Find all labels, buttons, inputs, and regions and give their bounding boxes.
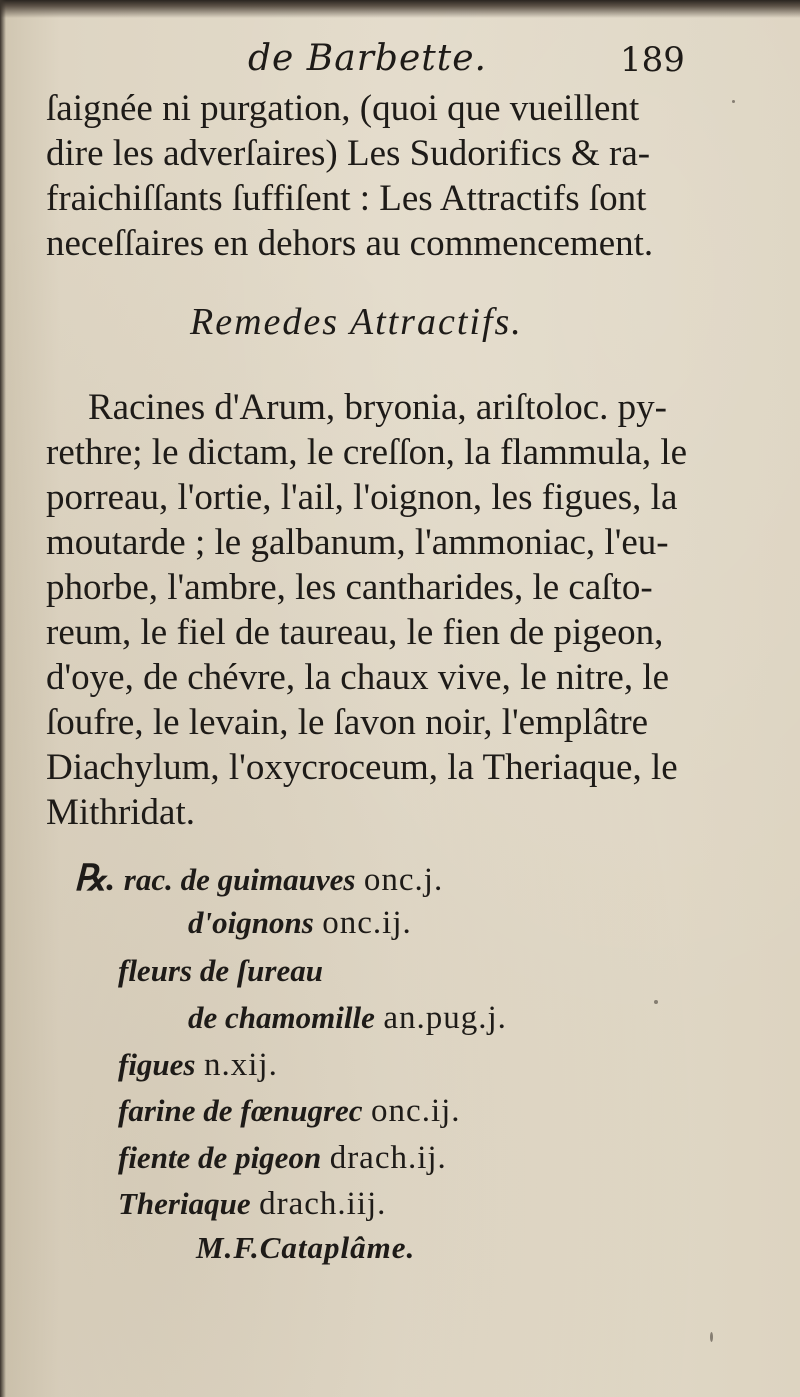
recipe-symbol: ℞. xyxy=(74,858,116,898)
ingredient-name: de chamomille xyxy=(188,1000,375,1035)
text-line: phorbe, l'ambre, les cantharides, le caſto- xyxy=(46,567,653,608)
recipe-line xyxy=(118,1138,447,1178)
ingredient-name: figues xyxy=(118,1047,196,1082)
recipe-line xyxy=(188,903,412,943)
ingredient-quantity: drach.iij. xyxy=(259,1186,387,1222)
recipe-line xyxy=(118,1184,386,1224)
ingredient-quantity: onc.j. xyxy=(363,862,444,898)
text-line: reum, le fiel de taureau, le fien de pigeon, xyxy=(46,612,664,653)
ingredient-name: rac. de guimauves xyxy=(123,862,356,897)
recipe-line xyxy=(118,1045,278,1085)
ingredient-name: Theriaque xyxy=(118,1186,251,1221)
ingredient-quantity: onc.ij. xyxy=(371,1093,461,1129)
text-line: dire les adverſaires) Les Sudorifics & ra- xyxy=(46,133,651,174)
text-line: moutarde ; le galbanum, l'ammoniac, l'eu- xyxy=(46,522,669,563)
text-line: ſaignée ni purgation, (quoi que vueillent xyxy=(46,88,640,129)
recipe-line xyxy=(118,951,323,991)
ingredient-quantity: drach.ij. xyxy=(329,1140,447,1176)
recipe-block xyxy=(0,858,800,1298)
text-line: neceſſaires en dehors au commencement. xyxy=(46,223,654,264)
text-line: Diachylum, l'oxycroceum, la Theriaque, le xyxy=(46,747,678,788)
ingredient-name: fiente de pigeon xyxy=(118,1140,322,1175)
ingredient-quantity: an.pug.j. xyxy=(383,1000,507,1036)
ingredient-quantity: onc.ij. xyxy=(322,905,412,941)
paper-speck xyxy=(654,1000,658,1004)
ingredient-name: fleurs de ſureau xyxy=(118,953,323,988)
intro-paragraph xyxy=(46,86,726,266)
remedies-paragraph xyxy=(46,385,726,835)
text-line: fraichiſſants ſuffiſent : Les Attractifs ſont xyxy=(46,178,647,219)
running-head: de Barbette. xyxy=(248,38,487,79)
recipe-closing: M.F.Cataplâme. xyxy=(196,1230,416,1265)
section-heading: Remedes Attractifs. xyxy=(190,301,523,343)
paper-speck xyxy=(732,100,735,103)
text-line: porreau, l'ortie, l'ail, l'oignon, les figues, la xyxy=(46,477,678,518)
ingredient-name: d'oignons xyxy=(188,905,314,940)
ingredient-name: farine de fœnugrec xyxy=(118,1093,363,1128)
recipe-line xyxy=(188,998,507,1038)
ingredient-quantity: n.xij. xyxy=(204,1047,278,1083)
page-header xyxy=(0,38,800,88)
recipe-line xyxy=(118,1091,461,1131)
text-line: d'oye, de chévre, la chaux vive, le nitre, le xyxy=(46,657,670,698)
recipe-line xyxy=(74,858,443,900)
paper-speck xyxy=(710,1332,713,1342)
text-line: rethre; le dictam, le creſſon, la flammula, le xyxy=(46,432,688,473)
text-line: Mithridat. xyxy=(46,792,196,833)
text-line: Racines d'Arum, bryonia, ariſtoloc. py- xyxy=(88,387,667,428)
text-line: ſoufre, le levain, le ſavon noir, l'emplâtre xyxy=(46,702,649,743)
page-number: 189 xyxy=(620,40,685,80)
page-top-shadow xyxy=(0,0,800,18)
